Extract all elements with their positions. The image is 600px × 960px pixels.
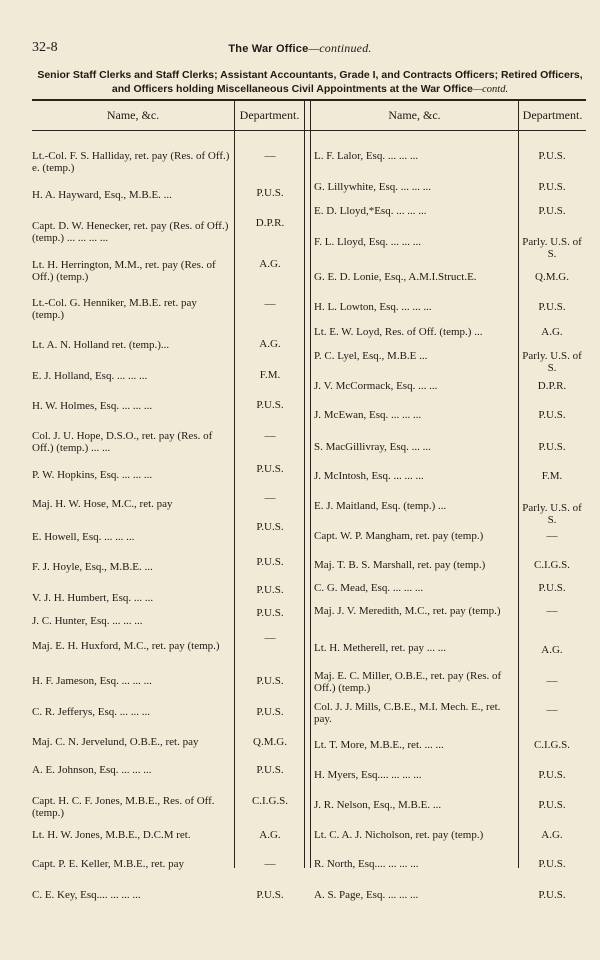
right-entry-department: Parly. U.S. of S. (522, 350, 582, 374)
left-entry-department: P.U.S. (256, 556, 284, 568)
right-entry-name: J. R. Nelson, Esq., M.B.E. ... (314, 799, 442, 811)
right-entry-department: P.U.S. (538, 799, 566, 811)
left-entry-name: Lt.-Col. F. S. Halliday, ret. pay (Res. of Off.) e. (temp.) (32, 150, 230, 174)
right-entry-department: — (546, 675, 558, 687)
left-entry-name: H. W. Holmes, Esq. ... ... ... (32, 400, 153, 412)
left-entry-department: — (264, 858, 276, 870)
page-title (0, 41, 600, 56)
right-entry-department: — (546, 530, 558, 542)
right-entry-department: Q.M.G. (535, 271, 569, 283)
right-entry-department: P.U.S. (538, 441, 566, 453)
right-entry-department: A.G. (541, 326, 563, 338)
right-entry-department: C.I.G.S. (533, 739, 571, 751)
right-entry-name: J. McEwan, Esq. ... ... ... (314, 409, 422, 421)
right-entry-name: J. V. McCormack, Esq. ... ... (314, 380, 438, 392)
right-entry-department: — (546, 704, 558, 716)
right-entry-name: E. D. Lloyd,*Esq. ... ... ... (314, 205, 427, 217)
section-continued: —contd. (472, 84, 509, 95)
left-entry-name: Lt. H. Herrington, M.M., ret. pay (Res. of Off.) (temp.) (32, 259, 216, 283)
right-entry-department: Parly. U.S. of S. (522, 236, 582, 260)
left-entry-department: — (264, 150, 276, 162)
left-entry-name: Capt. P. E. Keller, M.B.E., ret. pay (32, 858, 185, 870)
right-entry-department: Parly. U.S. of S. (522, 502, 582, 526)
right-entry-department: P.U.S. (538, 181, 566, 193)
right-entry-department: P.U.S. (538, 889, 566, 901)
left-entry-name: Lt.-Col. G. Henniker, M.B.E. ret. pay (temp.) (32, 297, 197, 321)
section-heading-line1: Senior Staff Clerks and Staff Clerks; Assistant Accountants, Grade I, and Contracts Officers; Retired Officers, (37, 69, 583, 81)
left-entry-name: H. A. Hayward, Esq., M.B.E. ... (32, 189, 172, 201)
right-entry-name: Maj. J. V. Meredith, M.C., ret. pay (temp.) (314, 605, 501, 617)
section-heading (30, 68, 590, 97)
column-divider (234, 101, 235, 868)
left-entry-department: A.G. (259, 258, 281, 270)
left-entry-name: E. J. Holland, Esq. ... ... ... (32, 370, 148, 382)
left-entry-name: P. W. Hopkins, Esq. ... ... ... (32, 469, 153, 481)
right-entry-department: P.U.S. (538, 301, 566, 313)
left-entry-department: — (264, 298, 276, 310)
page-number: 32-8 (32, 40, 58, 55)
right-entry-department: P.U.S. (538, 205, 566, 217)
left-entry-department: Q.M.G. (253, 736, 287, 748)
left-entry-name: Capt. D. W. Henecker, ret. pay (Res. of Off.) (temp.) ... ... ... ... (32, 220, 229, 244)
right-dept-header: Department. (522, 108, 583, 122)
left-entry-department: C.I.G.S. (251, 795, 289, 807)
right-entry-name: Lt. C. A. J. Nicholson, ret. pay (temp.) (314, 829, 484, 841)
title-continued: —continued. (308, 41, 372, 55)
left-entry-name: Lt. A. N. Holland ret. (temp.)... (32, 339, 170, 351)
left-entry-name: Col. J. U. Hope, D.S.O., ret. pay (Res. of Off.) (temp.) ... ... (32, 430, 213, 454)
left-entry-name: Maj. C. N. Jervelund, O.B.E., ret. pay (32, 736, 199, 748)
left-entry-name: F. J. Hoyle, Esq., M.B.E. ... (32, 561, 153, 573)
left-entry-name: A. E. Johnson, Esq. ... ... ... (32, 764, 152, 776)
left-entry-department: — (264, 632, 276, 644)
left-dept-header: Department. (239, 108, 300, 122)
right-entry-name: S. MacGillivray, Esq. ... ... (314, 441, 431, 453)
right-name-header: Name, &c. (388, 108, 441, 122)
right-entry-name: L. F. Lalor, Esq. ... ... ... (314, 150, 419, 162)
right-entry-department: — (546, 605, 558, 617)
left-entry-department: P.U.S. (256, 584, 284, 596)
left-name-header: Name, &c. (106, 108, 160, 122)
title-main: The War Office (228, 43, 309, 55)
right-entry-name: F. L. Lloyd, Esq. ... ... ... (314, 236, 421, 248)
right-entry-department: P.U.S. (538, 409, 566, 421)
right-entry-name: H. Myers, Esq.... ... ... ... (314, 769, 422, 781)
right-entry-department: F.M. (541, 470, 563, 482)
left-entry-department: P.U.S. (256, 521, 284, 533)
left-entry-department: P.U.S. (256, 607, 284, 619)
right-entry-name: R. North, Esq.... ... ... ... (314, 858, 419, 870)
right-entry-department: C.I.G.S. (533, 559, 571, 571)
right-entry-name: G. Lillywhite, Esq. ... ... ... (314, 181, 432, 193)
right-entry-department: D.P.R. (537, 380, 567, 392)
section-heading-line2: and Officers holding Miscellaneous Civil Appointments at the War Office—contd. (111, 83, 509, 95)
right-entry-department: P.U.S. (538, 150, 566, 162)
left-entry-department: P.U.S. (256, 675, 284, 687)
right-entry-name: Capt. W. P. Mangham, ret. pay (temp.) (314, 530, 484, 542)
right-entry-name: C. G. Mead, Esq. ... ... ... (314, 582, 424, 594)
left-entry-department: A.G. (259, 829, 281, 841)
left-entry-department: P.U.S. (256, 889, 284, 901)
left-entry-department: P.U.S. (256, 764, 284, 776)
left-entry-name: H. F. Jameson, Esq. ... ... ... (32, 675, 152, 687)
left-entry-name: E. Howell, Esq. ... ... ... (32, 531, 135, 543)
left-entry-department: P.U.S. (256, 463, 284, 475)
column-divider (518, 101, 519, 868)
left-entry-department: P.U.S. (256, 187, 284, 199)
left-entry-name: Maj. E. H. Huxford, M.C., ret. pay (temp.) (32, 640, 220, 652)
left-entry-name: Lt. H. W. Jones, M.B.E., D.C.M ret. (32, 829, 191, 841)
right-entry-name: E. J. Maitland, Esq. (temp.) ... (314, 500, 447, 512)
right-entry-name: Lt. T. More, M.B.E., ret. ... ... (314, 739, 444, 751)
left-entry-department: P.U.S. (256, 399, 284, 411)
column-divider-double (304, 101, 311, 868)
right-entry-name: J. McIntosh, Esq. ... ... ... (314, 470, 424, 482)
right-entry-name: Lt. E. W. Loyd, Res. of Off. (temp.) ... (314, 326, 483, 338)
left-entry-department: — (264, 492, 276, 504)
left-entry-department: F.M. (259, 369, 281, 381)
left-entry-department: A.G. (259, 338, 281, 350)
left-entry-department: D.P.R. (255, 217, 285, 229)
left-entry-department: — (264, 430, 276, 442)
right-entry-name: G. E. D. Lonie, Esq., A.M.I.Struct.E. (314, 271, 477, 283)
left-entry-name: Capt. H. C. F. Jones, M.B.E., Res. of Off. (temp.) (32, 795, 215, 819)
right-entry-department: P.U.S. (538, 582, 566, 594)
right-entry-name: Col. J. J. Mills, C.B.E., M.I. Mech. E., ret. pay. (314, 701, 501, 725)
left-entry-name: C. E. Key, Esq.... ... ... ... (32, 889, 141, 901)
left-entry-department: P.U.S. (256, 706, 284, 718)
left-entry-name: Maj. H. W. Hose, M.C., ret. pay (32, 498, 173, 510)
right-entry-name: P. C. Lyel, Esq., M.B.E ... (314, 350, 428, 362)
right-entry-name: A. S. Page, Esq. ... ... ... (314, 889, 419, 901)
left-entry-name: C. R. Jefferys, Esq. ... ... ... (32, 706, 151, 718)
left-entry-name: J. C. Hunter, Esq. ... ... ... (32, 615, 143, 627)
right-entry-name: Maj. T. B. S. Marshall, ret. pay (temp.) (314, 559, 486, 571)
right-entry-name: Maj. E. C. Miller, O.B.E., ret. pay (Res. of Off.) (temp.) (314, 670, 502, 694)
right-entry-department: A.G. (541, 829, 563, 841)
right-entry-department: P.U.S. (538, 858, 566, 870)
left-entry-name: V. J. H. Humbert, Esq. ... ... (32, 592, 154, 604)
right-entry-name: H. L. Lowton, Esq. ... ... ... (314, 301, 432, 313)
right-entry-department: P.U.S. (538, 769, 566, 781)
right-entry-department: A.G. (541, 644, 563, 656)
right-entry-name: Lt. H. Metherell, ret. pay ... ... (314, 642, 446, 654)
